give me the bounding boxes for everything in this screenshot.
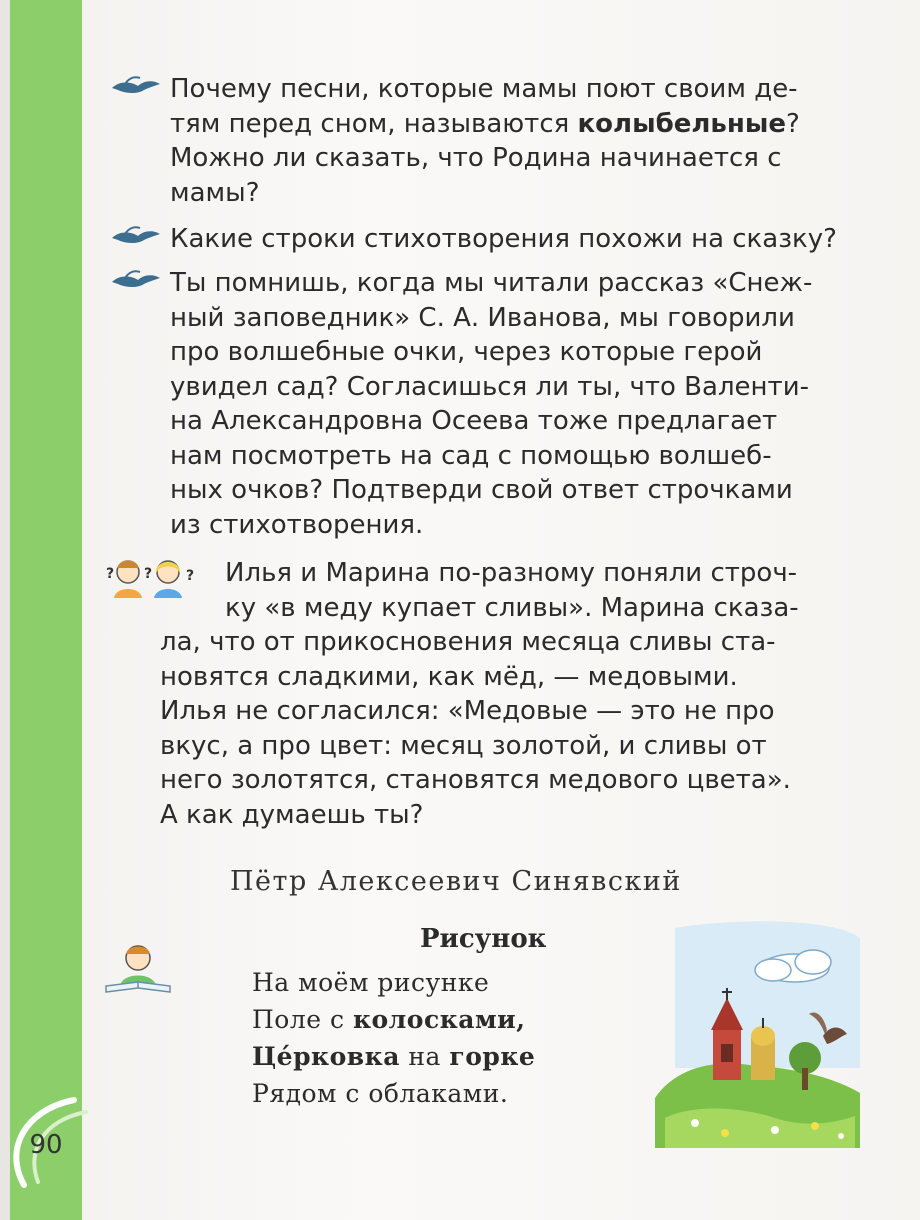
- poem-text: на: [399, 1042, 450, 1071]
- question-4-line: Илья и Марина по-разному поняли строч-: [225, 558, 798, 588]
- question-1-line: мамы?: [170, 177, 260, 208]
- poem-text: Поле с: [252, 1005, 353, 1034]
- question-4-line: новятся сладкими, как мёд, — медовыми.: [160, 661, 738, 692]
- question-3-line: ный заповедник» С. А. Иванова, мы говорили: [170, 302, 795, 333]
- poem-bold-word: горке: [449, 1042, 536, 1071]
- question-4-line: вкус, а про цвет: месяц золотой, и сливы от: [160, 730, 767, 761]
- page-edge: [0, 0, 10, 1220]
- question-3: [170, 266, 888, 542]
- poem-line: Рядом с облаками.: [252, 1079, 509, 1108]
- question-1-line: [170, 107, 888, 142]
- poem-bold-word: Це́рковка: [252, 1042, 400, 1071]
- question-4-line: ла, что от прикосновения месяца сливы ста-: [160, 627, 776, 657]
- green-margin-strip: [10, 0, 82, 1220]
- question-4-line: Илья не согласился: «Медовые — это не про: [160, 696, 775, 726]
- question-4-line: него золотятся, становятся медового цвета».: [160, 765, 791, 795]
- svg-text:?: ?: [186, 568, 195, 584]
- svg-text:?: ?: [106, 566, 115, 582]
- page-number: 90: [29, 1130, 63, 1160]
- question-1-text: ?: [785, 108, 800, 139]
- question-4: [160, 556, 888, 832]
- question-3-line: нам посмотреть на сад с помощью волшеб-: [170, 440, 772, 471]
- svg-text:?: ?: [144, 566, 153, 582]
- question-2-line: Какие строки стихотворения похожи на сказку?: [170, 224, 837, 254]
- reading-child-icon: [104, 940, 174, 1000]
- question-1-bold-word: колыбельные: [577, 108, 786, 139]
- question-3-line: про волшебные очки, через которые герой: [170, 337, 763, 367]
- poem-title: Рисунок: [420, 924, 547, 954]
- question-3-line: Ты помнишь, когда мы читали рассказ «Снеж-: [170, 268, 813, 298]
- question-3-line: из стихотворения.: [170, 509, 424, 540]
- question-1-line: Почему песни, которые мамы поют своим де-: [170, 74, 798, 104]
- question-3-line: на Александровна Осеева тоже предлагает: [170, 406, 778, 436]
- question-1-line: Можно ли сказать, что Родина начинается с: [170, 143, 782, 173]
- poem-line: [252, 1042, 535, 1071]
- bird-icon: [110, 268, 162, 294]
- poem-bold-word: колосками,: [352, 1005, 526, 1034]
- poem-line: На моём рисунке: [252, 968, 490, 997]
- question-3-line: ных очков? Подтверди свой ответ строчками: [170, 475, 793, 505]
- question-3-line: увидел сад? Согласишься ли ты, что Валенти-: [170, 371, 809, 402]
- poem-author: Пётр Алексеевич Синявский: [230, 866, 682, 897]
- question-1: [170, 72, 888, 210]
- bird-icon: [110, 74, 162, 100]
- bird-icon: [110, 224, 162, 250]
- question-2: [170, 222, 888, 257]
- question-1-text: тям перед сном, называются: [170, 108, 578, 139]
- question-4-line: А как думаешь ты?: [160, 799, 424, 830]
- question-4-line: ку «в меду купает сливы». Марина сказа-: [225, 592, 799, 623]
- church-landscape-illustration: [655, 918, 865, 1148]
- poem-line: [252, 1005, 525, 1034]
